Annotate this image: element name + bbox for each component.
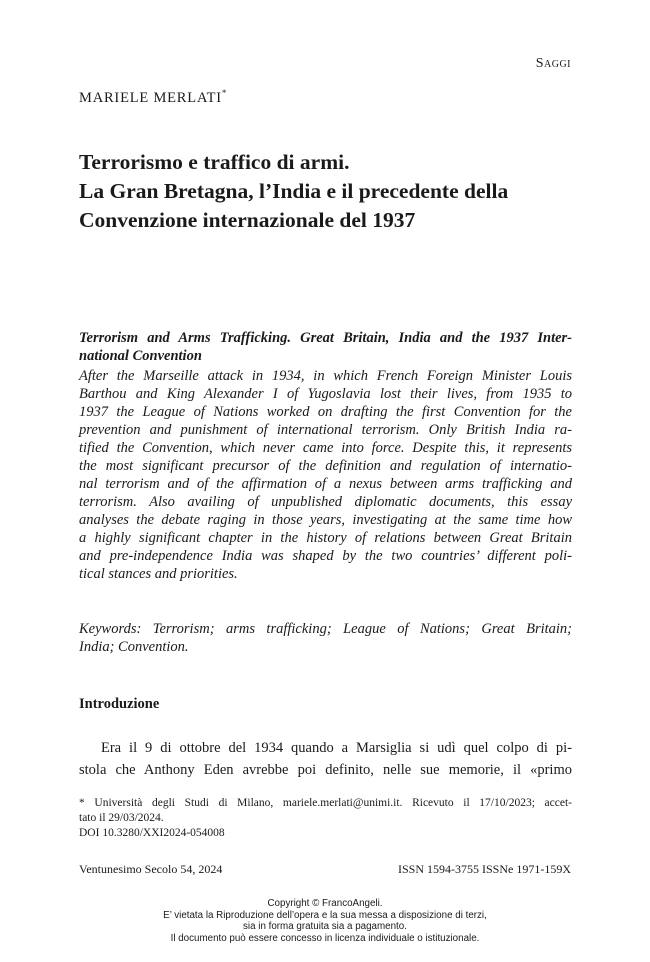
body-paragraph [79,737,572,781]
copyright-line: E’ vietata la Riproduzione dell’opera e la sua messa a disposizione di terzi, [163,909,487,921]
section-heading: Introduzione [79,696,160,712]
footnote-line: tato il 29/03/2024. [79,812,164,824]
english-title-line: Terrorism and Arms Trafficking. Great Britain, India and the 1937 Inter- [79,330,572,346]
keywords [79,620,572,656]
keywords-line: Keywords: Terrorism; arms trafficking; League of Nations; Great Britain; [79,621,572,637]
title-line: La Gran Bretagna, l’India e il precedente della [79,179,509,203]
keywords-line: India; Convention. [79,639,189,655]
footnote-line: * Università degli Studi di Milano, mariele.merlati@unimi.it. Ricevuto il 17/10/2023; accet- [79,797,572,809]
abstract-line: tical stances and priorities. [79,566,238,582]
abstract-line: nal terrorism and of the affirmation of a nexus between arms trafficking and [79,476,572,492]
english-title-line: national Convention [79,348,202,364]
copyright-line: sia in forma gratuita sia a pagamento. [243,921,407,932]
section-label: Saggi [535,56,571,71]
journal-info: Ventunesimo Secolo 54, 2024 [79,862,223,876]
copyright-line: Copyright © FrancoAngeli. [267,898,383,909]
issn-info: ISSN 1594-3755 ISSNe 1971-159X [397,862,571,876]
abstract-line: terrorism. Also availing of unpublished diplomatic documents, this essay [79,494,572,510]
body-line: Era il 9 di ottobre del 1934 quando a Marsiglia si udì quel colpo di pi- [101,740,572,756]
author-name [79,88,227,107]
abstract-line: and pre-independence India was shaped by the two countries’ different poli- [79,548,572,564]
abstract-line: After the Marseille attack in 1934, in which French Foreign Minister Louis [79,368,572,384]
copyright-notice [0,898,650,944]
body-line: stola che Anthony Eden avrebbe poi definito, nelle sue memorie, il «primo [79,762,572,778]
abstract-line: a highly significant chapter in the history of relations between Great Britain [79,530,572,546]
abstract-line: tified the Convention, which never came into force. Despite this, it represents [79,440,572,456]
author-name-text: MARIELE MERLATI [79,89,222,106]
article-title [79,148,579,235]
title-line: Terrorismo e traffico di armi. [79,150,350,174]
title-line: Convenzione internazionale del 1937 [79,208,416,232]
abstract-line: 1937 the League of Nations worked on drafting the first Convention for the [79,404,572,420]
copyright-line: Il documento può essere concesso in licenza individuale o istituzionale. [170,932,480,944]
author-footnote-marker: * [221,88,228,98]
abstract-line: analyses the debate raging in those years, investigating at the same time how [79,512,572,528]
footnote [79,796,572,841]
abstract-line: prevention and punishment of international terrorism. Only British India ra- [79,422,572,438]
english-title [79,329,572,365]
abstract [79,367,572,583]
abstract-line: the most significant precursor of the definition and regulation of internatio- [79,458,572,474]
doi-line: DOI 10.3280/XXI2024-054008 [79,827,225,839]
abstract-line: Barthou and King Alexander I of Yugoslavia lost their lives, from 1935 to [79,386,572,402]
